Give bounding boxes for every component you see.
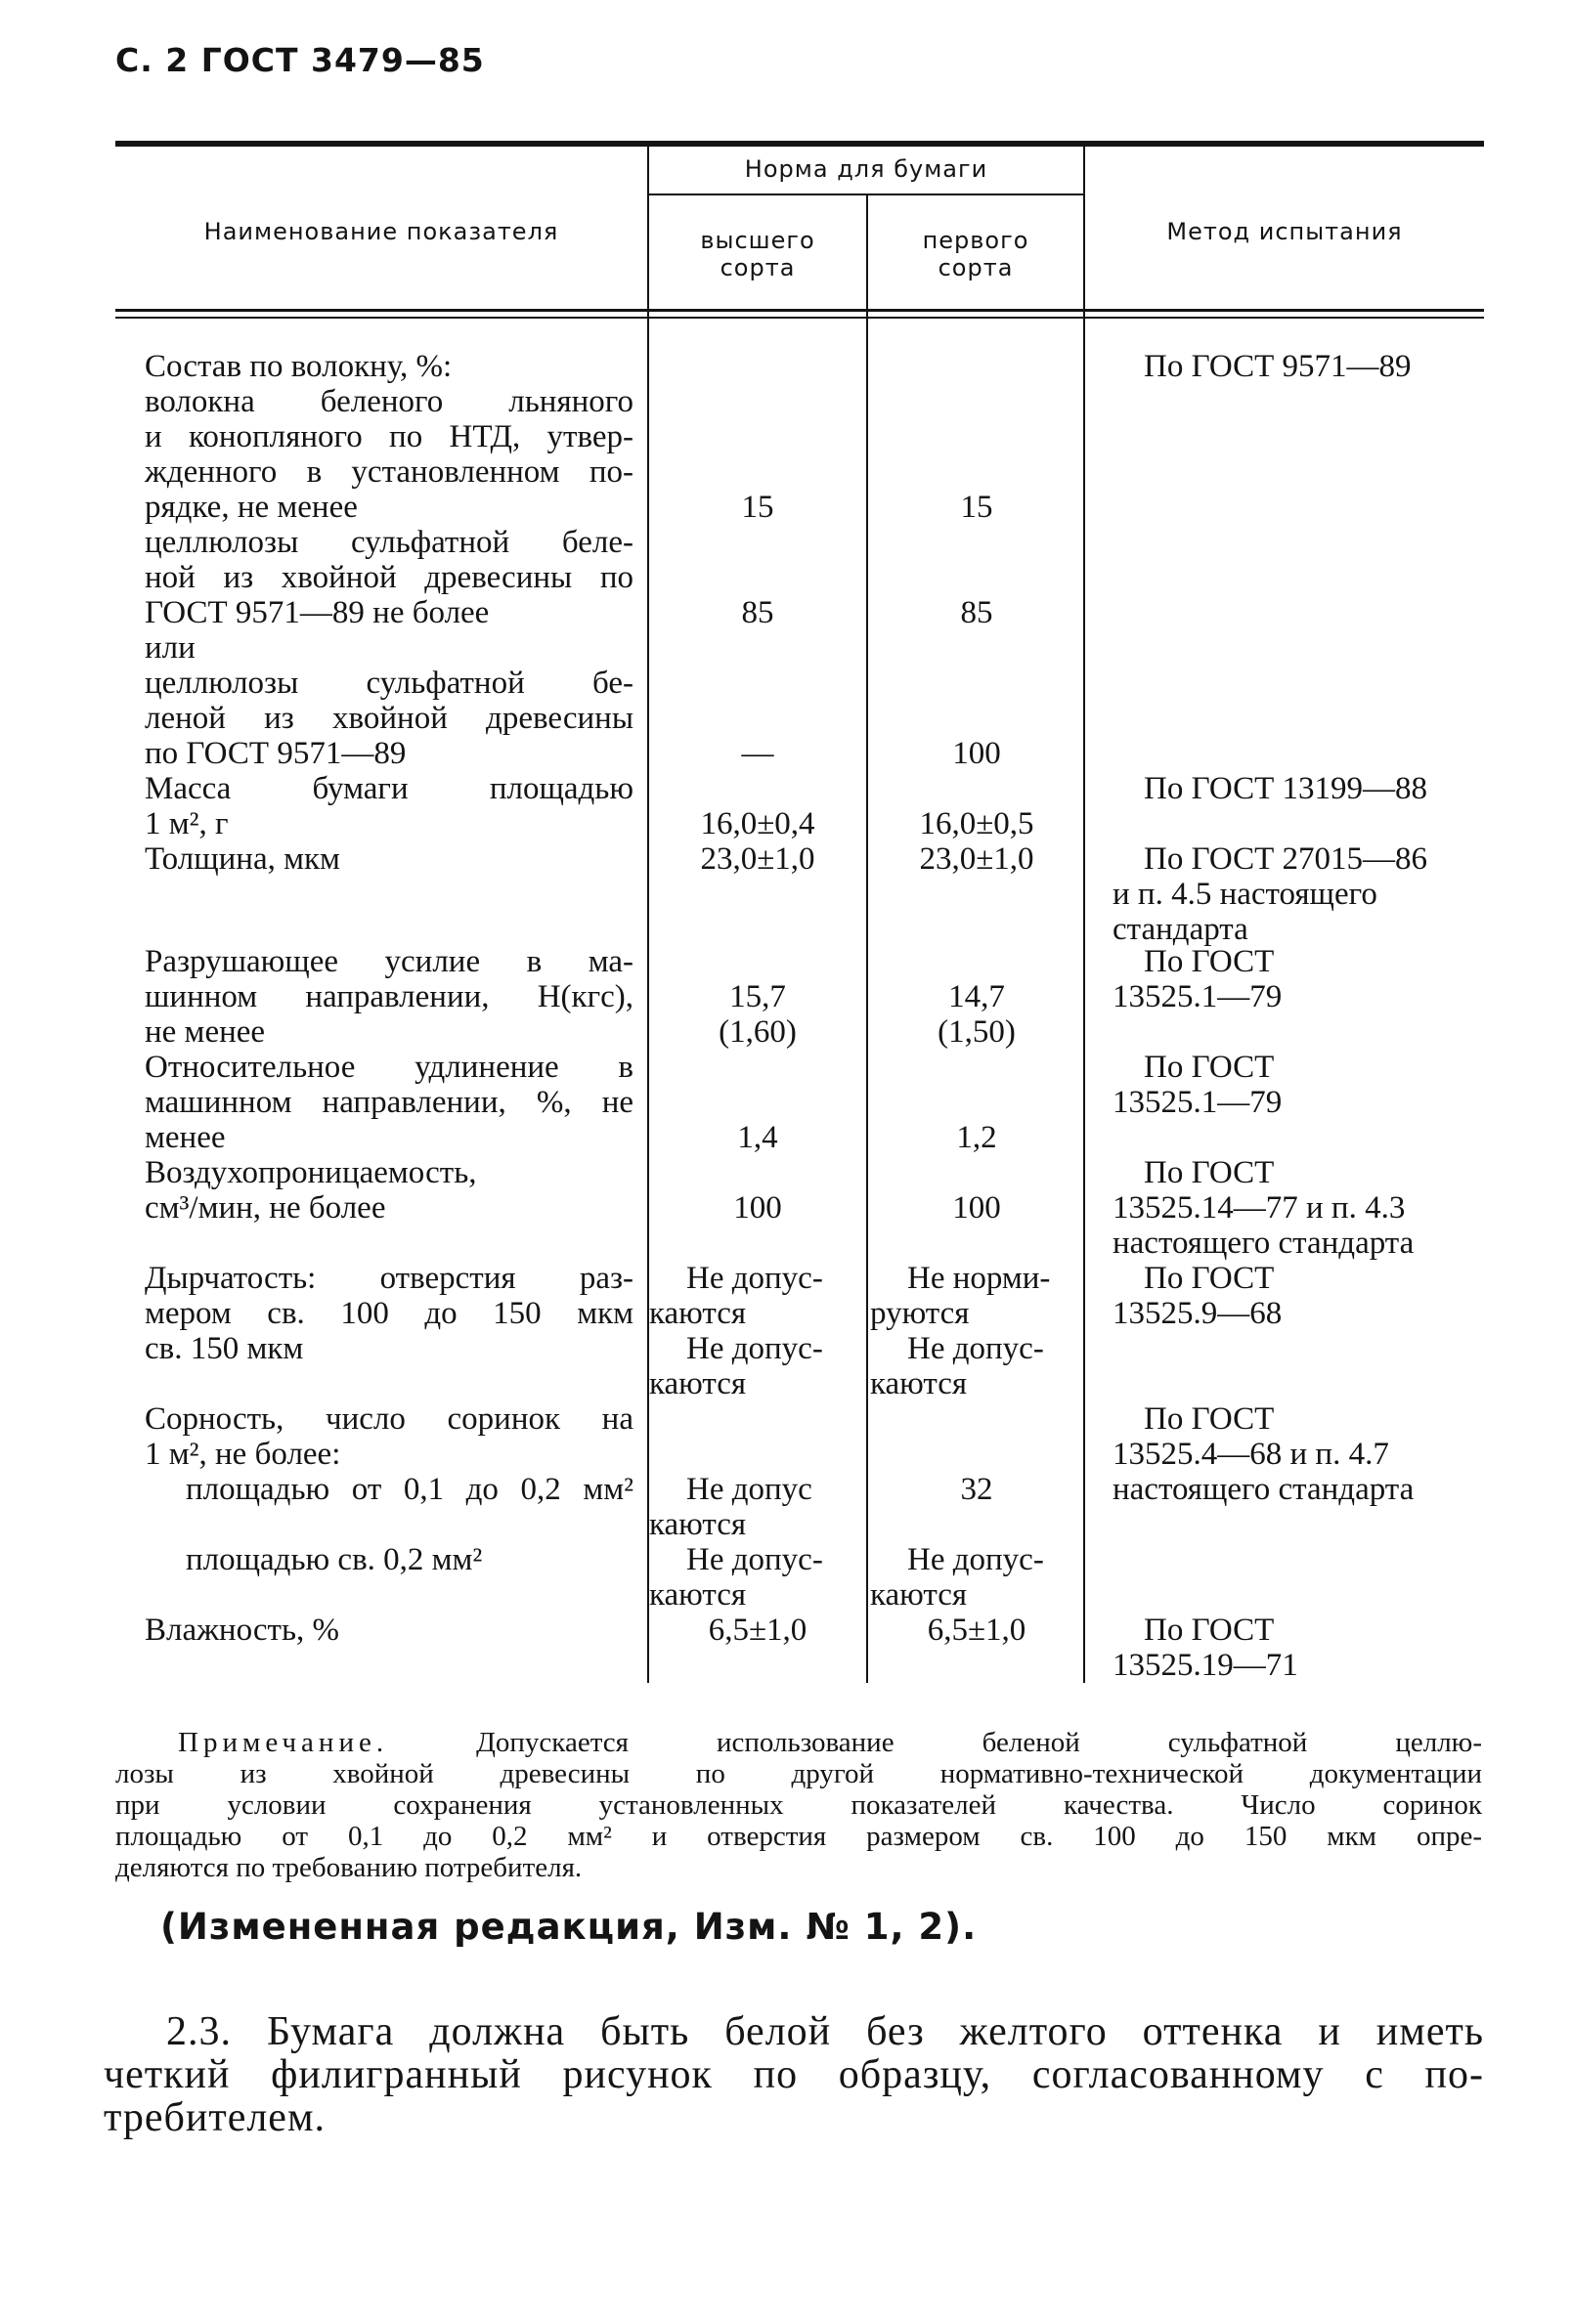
table-note — [115, 1727, 1482, 1883]
row-moisture-method-2: 13525.19—71 — [1113, 1648, 1298, 1683]
table-header-rule-2 — [115, 317, 1484, 319]
row-thickness-p: 23,0±1,0 — [919, 841, 1034, 877]
row-holes-method-2: 13525.9—68 — [1113, 1296, 1283, 1331]
row-elongation-p: 1,2 — [956, 1120, 997, 1155]
row-force-name: Разрушающее усилие в ма- шинном направлении, Н(кгс), не менее — [145, 944, 633, 1050]
row-elongation-method-2: 13525.1—79 — [1113, 1085, 1283, 1120]
row-holes-name: Дырчатость: отверстия раз- мером св. 100 до 150 мкм св. 150 мкм — [145, 1261, 633, 1366]
header-name: Наименование показателя — [203, 218, 559, 245]
row-dirt-p1: 32 — [960, 1472, 993, 1507]
row-thickness-method-3: стандарта — [1113, 912, 1248, 947]
row-fiber-flax-p: 15 — [960, 490, 993, 525]
row-elongation-v: 1,4 — [737, 1120, 778, 1155]
row-fiber-cell-v: 85 — [741, 595, 774, 630]
row-elongation-name: Относительное удлинение в машинном направлении, %, не менее — [145, 1050, 633, 1155]
row-air-v: 100 — [733, 1190, 782, 1226]
note-line-4: площадью от 0,1 до 0,2 мм² и отверстия размером св. 100 до 150 мкм опре- — [115, 1821, 1482, 1852]
header-method: Метод испытания — [1166, 218, 1403, 245]
row-holes-v2: Не допус- каются — [649, 1331, 823, 1401]
row-mass-v: 16,0±0,4 — [700, 806, 815, 841]
row-dirt-p2: Не допус- каются — [870, 1542, 1044, 1613]
row-fiber-cell-p: 85 — [960, 595, 993, 630]
clause-line-1: 2.3. Бумага должна быть белой без желтого оттенка и иметь — [166, 2009, 1484, 2054]
page-header: С. 2 ГОСТ 3479—85 — [115, 41, 485, 79]
row-air-method-1: По ГОСТ — [1144, 1155, 1275, 1190]
clause-2-3 — [104, 2010, 1484, 2139]
row-holes-v1: Не допус- каются — [649, 1261, 823, 1331]
row-air-method-3: настоящего стандарта — [1113, 1226, 1415, 1261]
row-moisture-method-1: По ГОСТ — [1144, 1613, 1275, 1648]
table-header-rule — [115, 309, 1484, 312]
row-elongation-method-1: По ГОСТ — [1144, 1050, 1275, 1085]
header-grade-2: первого сорта — [922, 227, 1029, 281]
row-force-method-1: По ГОСТ — [1144, 944, 1275, 979]
row-fiber-method: По ГОСТ 9571—89 — [1144, 349, 1412, 384]
row-dirt-v1: Не допус каются — [649, 1472, 812, 1542]
header-norm: Норма для бумаги — [744, 155, 988, 183]
note-line-5: деляются по требованию потребителя. — [115, 1852, 583, 1883]
row-force-v: 15,7 (1,60) — [719, 979, 797, 1050]
row-thickness-v: 23,0±1,0 — [700, 841, 815, 877]
row-dirt-method-3: настоящего стандарта — [1113, 1472, 1415, 1507]
table-top-rule — [115, 141, 1484, 147]
column-divider-2 — [866, 194, 868, 1683]
amendment-note: (Измененная редакция, Изм. № 1, 2). — [160, 1906, 978, 1948]
note-line-2: лозы из хвойной древесины по другой нормативно-технической документации — [115, 1758, 1482, 1789]
header-grade-1: высшего сорта — [700, 227, 815, 281]
row-force-p: 14,7 (1,50) — [938, 979, 1016, 1050]
row-thickness-method-1: По ГОСТ 27015—86 — [1144, 841, 1427, 877]
clause-line-3: требителем. — [104, 2095, 327, 2140]
row-mass-method: По ГОСТ 13199—88 — [1144, 771, 1427, 806]
row-thickness-name: Толщина, мкм — [145, 841, 340, 877]
row-dirt-v2: Не допус- каются — [649, 1542, 823, 1613]
row-holes-method-1: По ГОСТ — [1144, 1261, 1275, 1296]
row-moisture-name: Влажность, % — [145, 1613, 340, 1648]
row-moisture-v: 6,5±1,0 — [708, 1613, 807, 1648]
row-air-p: 100 — [952, 1190, 1001, 1226]
row-thickness-method-2: и п. 4.5 настоящего — [1113, 877, 1377, 912]
row-fiber-flax-v: 15 — [741, 490, 774, 525]
note-line-3: при условии сохранения установленных показателей качества. Число соринок — [115, 1789, 1482, 1821]
clause-line-2: четкий филигранный рисунок по образцу, согласованному с по- — [104, 2052, 1484, 2097]
row-mass-p: 16,0±0,5 — [919, 806, 1034, 841]
note-line-1: Примечание. Допускается использование беленой сульфатной целлю- — [178, 1727, 1482, 1758]
row-dirt-name: Сорность, число соринок на 1 м², не более: площадью от 0,1 до 0,2 мм² — [145, 1401, 633, 1507]
row-holes-p1: Не норми- руются — [870, 1261, 1051, 1331]
column-divider-3 — [1083, 147, 1085, 1683]
row-dirt-method-2: 13525.4—68 и п. 4.7 — [1113, 1437, 1389, 1472]
row-force-method-2: 13525.1—79 — [1113, 979, 1283, 1014]
row-dirt-method-1: По ГОСТ — [1144, 1401, 1275, 1437]
row-air-name: Воздухопроницаемость, см³/мин, не более — [145, 1155, 477, 1226]
row-fiber-alt-p: 100 — [952, 736, 1001, 771]
row-fiber-alt-v: — — [741, 736, 774, 771]
row-dirt-name-4: площадью св. 0,2 мм² — [186, 1542, 483, 1577]
row-fiber-name: Состав по волокну, %: волокна беленого льняного и конопляного по НТД, утвер- жденного в установленном по- рядке, не менее целлюлозы сульфатной беле- ной из хвойной древесины по ГОСТ 9571—89 не более или целлюлозы сульфатной бе- леной из хвойной древесины по ГОСТ 9571—89 — [145, 349, 633, 771]
column-divider-1 — [647, 147, 649, 1683]
row-moisture-p: 6,5±1,0 — [927, 1613, 1026, 1648]
row-mass-name: Масса бумаги площадью 1 м², г — [145, 771, 633, 841]
row-holes-p2: Не допус- каются — [870, 1331, 1044, 1401]
row-air-method-2: 13525.14—77 и п. 4.3 — [1113, 1190, 1406, 1226]
